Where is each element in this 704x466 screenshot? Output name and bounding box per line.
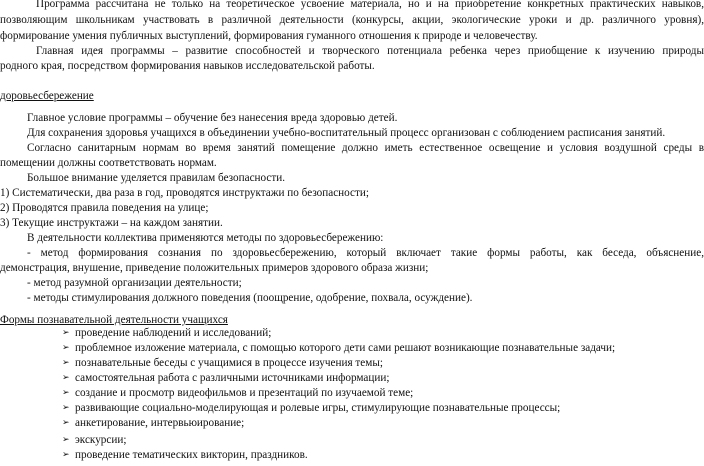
intro-p1-line-3: формирование умения публичных выступлений, формирования гуманного отношения к природе и человечеству. — [0, 30, 538, 42]
health-heading: доровьесбережение — [0, 90, 94, 102]
forms-list-item: создание и просмотр видеофильмов и презентаций по изучаемой теме; — [75, 387, 414, 399]
methods-intro: В деятельности коллектива применяются методы по здоровьесбережению: — [27, 232, 384, 244]
safety-item-2: 2) Проводятся правила поведения на улице; — [0, 202, 209, 214]
arrow-bullet-icon: ➢ — [62, 403, 70, 413]
forms-list-item: анкетирование, интервьюирование; — [75, 417, 245, 429]
arrow-bullet-icon: ➢ — [62, 418, 70, 428]
health-sanitary-line-1: Согласно санитарным нормам во время занятий помещение должно иметь естественное освещение и условия воздушной среды в — [27, 142, 704, 154]
arrow-bullet-icon: ➢ — [62, 373, 70, 383]
health-safety-intro: Большое внимание уделяется правилам безопасности. — [27, 172, 286, 184]
intro-p1-line-2: позволяющим школьникам участвовать в различной деятельности (конкурсы, акции, экологические уроки и др. различного уровня), — [0, 14, 704, 26]
arrow-bullet-icon: ➢ — [62, 328, 70, 338]
arrow-bullet-icon: ➢ — [62, 435, 70, 445]
arrow-bullet-icon: ➢ — [62, 358, 70, 368]
forms-list-item: проведение тематических викторин, праздников. — [75, 449, 308, 461]
method-2: - метод разумной организации деятельности; — [27, 277, 242, 289]
forms-list-item: развивающие социально-моделирующая и ролевые игры, стимулирующие познавательные процессы; — [75, 402, 561, 414]
health-main-condition: Главное условие программы – обучение без нанесения вреда здоровью детей. — [27, 112, 398, 124]
forms-list-item: экскурсии; — [75, 434, 127, 446]
forms-list-item: проведение наблюдений и исследований; — [75, 327, 272, 339]
intro-p1-line-1: Программа рассчитана не только на теоретическое усвоение материала, но и на приобретение конкретных практических навыков, — [36, 0, 704, 10]
arrow-bullet-icon: ➢ — [62, 450, 70, 460]
forms-list-item: проблемное изложение материала, с помощью которого дети сами решают возникающие познавательные задачи; — [75, 342, 616, 354]
safety-item-3: 3) Текущие инструктажи – на каждом занятии. — [0, 217, 223, 229]
method-1-line-1: - метод формирования сознания по здоровьесбережению, который включает такие формы работы, как беседа, объяснение, — [27, 247, 704, 259]
arrow-bullet-icon: ➢ — [62, 343, 70, 353]
forms-list-item: познавательные беседы с учащимися в процессе изучения темы; — [75, 357, 383, 369]
forms-list-item: самостоятельная работа с различными источниками информации; — [75, 372, 390, 384]
health-schedule: Для сохранения здоровья учащихся в объединении учебно-воспитательный процесс организован с соблюдением расписания занятий. — [27, 127, 666, 139]
method-3: - методы стимулирования должного поведения (поощрение, одобрение, похвала, осуждение). — [27, 292, 473, 304]
forms-heading: Формы познавательной деятельности учащихся — [0, 314, 228, 326]
health-sanitary-line-2: помещении должны соответствовать нормам. — [0, 157, 217, 169]
safety-item-1: 1) Систематически, два раза в год, проводятся инструктажи по безопасности; — [0, 187, 369, 199]
method-1-line-2: демонстрация, внушение, приведение положительных примеров здорового образа жизни; — [0, 262, 429, 274]
intro-p2-line-1: Главная идея программы – развитие способностей и творческого потенциала ребенка через приобщение к изучению природы — [36, 45, 704, 57]
arrow-bullet-icon: ➢ — [62, 388, 70, 398]
intro-p2-line-2: родного края, посредством формирования навыков исследовательской работы. — [0, 60, 375, 72]
